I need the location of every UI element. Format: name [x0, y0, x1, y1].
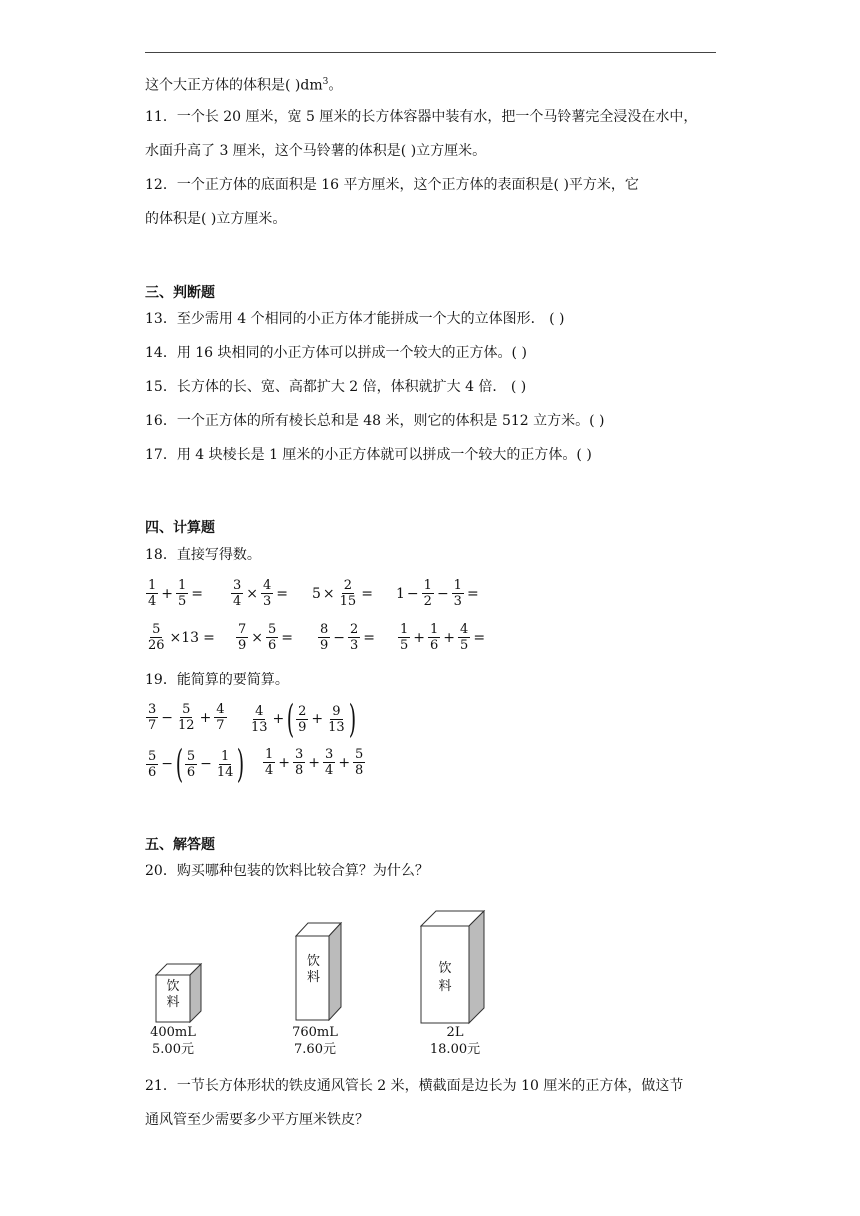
box2-volume: 760mL: [292, 1025, 338, 1040]
box3-price: 18.00元: [429, 1042, 481, 1057]
fraction: $\frac{4}{5}$: [460, 622, 469, 653]
fraction: $\frac{1}{5}$: [400, 622, 409, 653]
q10-tail: 。: [328, 77, 343, 94]
box1-price: 5.00元: [152, 1042, 194, 1057]
fraction: $\frac{2}{9}$: [298, 703, 307, 735]
expr-5-26-times-13: $\frac{5}{26}$ ×13 =: [148, 622, 215, 653]
right-paren: ): [348, 697, 356, 741]
fraction: $\frac{1}{4}$: [148, 578, 157, 609]
box3-label-char2: 料: [438, 979, 452, 994]
box2-label-char1: 饮: [306, 954, 320, 969]
fraction: $\frac{5}{6}$: [268, 622, 277, 653]
box3-label: [421, 960, 469, 996]
fraction: $\frac{1}{14}$: [216, 748, 234, 780]
box3-volume: 2L: [446, 1025, 464, 1040]
fraction: $\frac{1}{5}$: [178, 578, 187, 609]
q12-line-1: 12．一个正方体的底面积是 16 平方厘米，这个正方体的表面积是( )平方米，它: [145, 177, 639, 193]
q18: 18．直接写得数。: [145, 547, 261, 563]
fraction: $\frac{8}{9}$: [320, 622, 329, 653]
box2-label-char2: 料: [306, 970, 320, 985]
expr-1-5-plus-1-6-plus-4-5: $\frac{1}{5}$ + $\frac{1}{6}$ + $\frac{4}{5}$ =: [400, 622, 486, 653]
fraction: $\frac{3}{4}$: [233, 578, 242, 609]
q14: 14．用 16 块相同的小正方体可以拼成一个较大的正方体。( ): [145, 345, 527, 361]
right-paren: ): [237, 742, 245, 786]
fraction: $\frac{2}{15}$: [339, 578, 357, 609]
q13: 13．至少需用 4 个相同的小正方体才能拼成一个大的立体图形． ( ): [145, 311, 565, 327]
section4-heading: 四、计算题: [145, 520, 215, 536]
q17: 17．用 4 块棱长是 1 厘米的小正方体就可以拼成一个较大的正方体。( ): [145, 447, 592, 463]
q21-line-2: 通风管至少需要多少平方厘米铁皮？: [145, 1112, 369, 1128]
fraction: $\frac{9}{13}$: [328, 703, 345, 735]
fraction: $\frac{1}{2}$: [423, 578, 432, 609]
box3-label-char1: 饮: [438, 961, 452, 976]
fraction: $\frac{4}{13}$: [251, 703, 268, 735]
q11-line-1: 11．一个长 20 厘米，宽 5 厘米的长方体容器中装有水，把一个马铃薯完全浸没在水中，: [145, 109, 698, 125]
expr-8-9-minus-2-3: $\frac{8}{9}$ − $\frac{2}{3}$ =: [320, 622, 376, 653]
expr-4-13-plus-paren: $\frac{4}{13}$ + ( $\frac{2}{9}$ + $\frac{9}{13}$ ): [251, 697, 356, 741]
q12-line-2: 的体积是( )立方厘米。: [145, 211, 287, 227]
expr-3-7-minus-5-12-plus-4-7: $\frac{3}{7}$ − $\frac{5}{12}$ + $\frac{4}{7}$: [148, 702, 225, 733]
q11-line-2: 水面升高了 3 厘米，这个马铃薯的体积是( )立方厘米。: [145, 143, 487, 159]
fraction: $\frac{5}{8}$: [355, 747, 364, 778]
box2-price: 7.60元: [294, 1042, 336, 1057]
q10-tail-line: [145, 72, 342, 96]
expr-3-4-times-4-3: $\frac{3}{4}$ × $\frac{4}{3}$ =: [233, 578, 289, 609]
section3-heading: 三、判断题: [145, 285, 215, 301]
fraction: $\frac{1}{4}$: [265, 747, 274, 778]
section5-heading: 五、解答题: [145, 837, 215, 853]
fraction: $\frac{4}{3}$: [263, 578, 272, 609]
fraction: $\frac{5}{26}$: [148, 622, 165, 653]
left-paren: (: [175, 742, 184, 786]
fraction: $\frac{4}{7}$: [216, 702, 225, 733]
expr-1-4-plus-1-5: $\frac{1}{4}$ + $\frac{1}{5}$ =: [148, 578, 204, 609]
fraction: $\frac{5}{6}$: [186, 748, 196, 780]
expr-7-9-times-5-6: $\frac{7}{9}$ × $\frac{5}{6}$ =: [238, 622, 294, 653]
q10-text: 这个大正方体的体积是( )dm: [145, 77, 323, 94]
expr-1-4-plus-3-8-plus-3-4-plus-5-8: $\frac{1}{4}$ + $\frac{3}{8}$ + $\frac{3}{4}$ + $\frac{5}{8}$: [265, 747, 364, 778]
fraction: $\frac{2}{3}$: [350, 622, 359, 653]
q19: 19．能简算的要简算。: [145, 672, 289, 688]
box2-label: [297, 954, 330, 986]
expr-5-times-2-15: 5 × $\frac{2}{15}$ =: [312, 578, 373, 609]
q16: 16．一个正方体的所有棱长总和是 48 米，则它的体积是 512 立方米。( ): [145, 413, 605, 429]
fraction: $\frac{7}{9}$: [238, 622, 247, 653]
fraction: $\frac{1}{3}$: [453, 578, 462, 609]
left-paren: (: [286, 697, 295, 741]
fraction: $\frac{1}{6}$: [430, 622, 439, 653]
q20: 20．购买哪种包装的饮料比较合算？为什么？: [145, 863, 429, 879]
q10-superscript: 3: [322, 77, 329, 87]
header-rule: [145, 52, 716, 53]
box1-volume: 400mL: [150, 1025, 196, 1040]
q15: 15．长方体的长、宽、高都扩大 2 倍，体积就扩大 4 倍． ( ): [145, 379, 527, 395]
fraction: $\frac{3}{4}$: [325, 747, 334, 778]
fraction: $\frac{3}{8}$: [295, 747, 304, 778]
expr-5-6-minus-paren: $\frac{5}{6}$ − ( $\frac{5}{6}$ − $\frac{1}{14}$ ): [148, 742, 245, 786]
expr-1-minus-1-2-minus-1-3: 1 − $\frac{1}{2}$ − $\frac{1}{3}$ =: [396, 578, 479, 609]
q21-line-1: 21．一节长方体形状的铁皮通风管长 2 米，横截面是边长为 10 厘米的正方体，做这节: [145, 1078, 684, 1094]
fraction: $\frac{5}{12}$: [178, 702, 195, 733]
fraction: $\frac{3}{7}$: [148, 702, 157, 733]
box1-label-char1: 饮: [166, 979, 180, 994]
box1-label: [156, 979, 190, 1011]
fraction: $\frac{5}{6}$: [148, 748, 157, 780]
box1-label-char2: 料: [166, 995, 180, 1010]
